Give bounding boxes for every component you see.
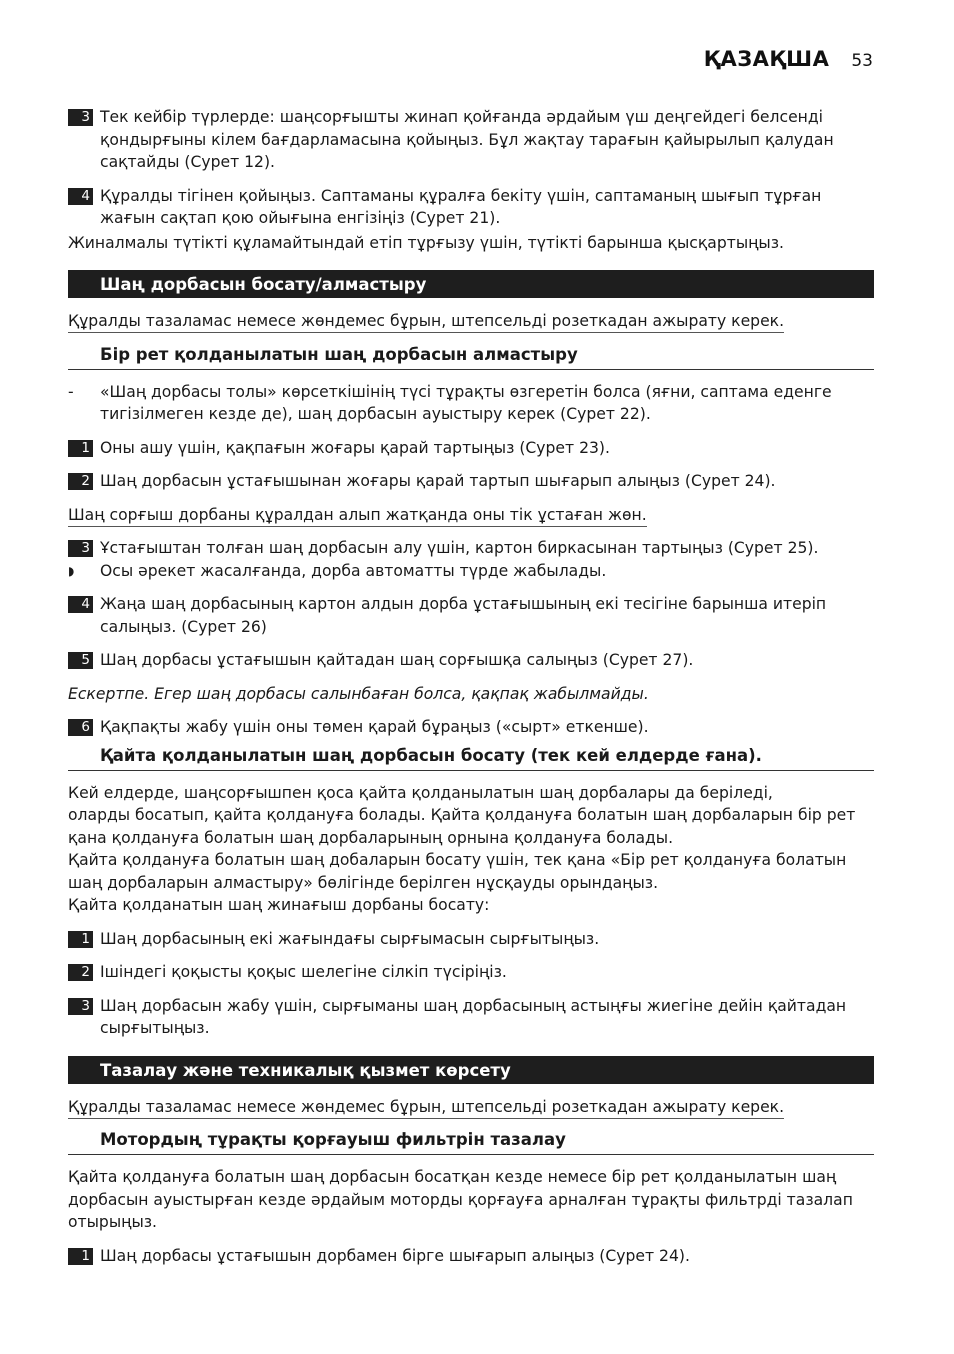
step-number: 1 <box>68 931 93 948</box>
step-number: 3 <box>68 998 93 1015</box>
step-text: Шаң дорбасының екі жағындағы сырғымасын сырғытыңыз. <box>100 929 600 948</box>
step-text: Шаң дорбасы ұстағышын дорбамен бірге шығарып алыңыз (Сурет 24). <box>100 1246 690 1265</box>
bullet-item <box>68 381 874 426</box>
step-number: 3 <box>68 540 93 557</box>
step-number: 3 <box>68 109 93 126</box>
warning-underlined: Құралды тазаламас немесе жөндемес бұрын, штепсельді розеткадан ажырату керек. <box>68 312 784 333</box>
warning-text <box>68 1096 874 1119</box>
step-text: Оны ашу үшін, қақпағын жоғары қарай тартыңыз (Сурет 23). <box>100 438 610 457</box>
step-number: 4 <box>68 596 93 613</box>
step-item <box>68 928 874 951</box>
paragraph: Қайта қолданатын шаң жинағыш дорбаны босату: <box>68 896 490 914</box>
document-body <box>68 106 874 1278</box>
warning-text <box>68 310 874 333</box>
step-text: Жаңа шаң дорбасының картон алдын дорба ұстағышының екі тесігіне барынша итеріп салыңыз. (Сурет 26) <box>100 595 827 636</box>
step-item <box>68 437 874 460</box>
step-text: Қақпақты жабу үшін оны төмен қарай бұраңыз («сырт» еткенше). <box>100 718 649 736</box>
bullet-text: «Шаң дорбасы толы» көрсеткішінің түсі тұрақты өзгеретін болса (яғни, саптама еденге тигізілмеген кезде де), шаң дорбасын ауыстыру керек (Сурет 22). <box>100 382 832 423</box>
step-number: 2 <box>68 964 93 981</box>
note-text: Ескертпе. Егер шаң дорбасы салынбаған болса, қақпақ жабылмайды. <box>68 684 649 703</box>
step-number: 4 <box>68 188 93 205</box>
subsection-heading: Қайта қолданылатын шаң дорбасын босату (тек кей елдерде ғана). <box>68 745 874 771</box>
step-text: Шаң дорбасы ұстағышын қайтадан шаң сорғышқа салыңыз (Сурет 27). <box>100 651 694 669</box>
section-heading: Тазалау және техникалық қызмет көрсету <box>68 1056 874 1084</box>
step-number: 6 <box>68 719 93 736</box>
result-arrow-icon: ◗ <box>68 563 75 578</box>
step-item <box>68 106 874 174</box>
paragraph: оларды босатып, қайта қолдануға болады. Қайта қолдануға болатын шаң дорбаларын бір рет қана қолдануға болатын шаң дорбаларының орнына қолдануға болады. <box>68 806 856 847</box>
step-item <box>68 593 874 638</box>
step-item <box>68 716 874 739</box>
language-label: ҚАЗАҚША <box>703 47 830 71</box>
step-item <box>68 1245 874 1268</box>
step-result <box>68 560 874 583</box>
warning-underlined: Шаң сорғыш дорбаны құралдан алып жатқанда оны тік ұстаған жөн. <box>68 506 647 527</box>
step-item <box>68 649 874 672</box>
step-number: 2 <box>68 473 93 490</box>
step-item <box>68 537 874 560</box>
page-number: 53 <box>851 51 873 71</box>
page-header <box>704 47 873 71</box>
step-text: Ішіндегі қоқысты қоқыс шелегіне сілкіп түсіріңіз. <box>100 963 507 981</box>
step-text: Тек кейбір түрлерде: шаңсорғышты жинап қойғанда әрдайым үш деңгейдегі белсенді қондырғыны кілем бағдарламасына қойыңыз. Бұл жақтау тарағын қайырылып қалудан сақтайды (Сурет 12). <box>100 108 834 171</box>
result-text: Осы әрекет жасалғанда, дорба автоматты түрде жабылады. <box>100 561 607 580</box>
step-text: Шаң дорбасын ұстағышынан жоғары қарай тартып шығарып алыңыз (Сурет 24). <box>100 472 776 490</box>
step-number: 5 <box>68 652 93 669</box>
paragraph: Кей елдерде, шаңсорғышпен қоса қайта қолданылатын шаң дорбалары да беріледі, <box>68 783 773 802</box>
step-text: Құралды тігінен қойыңыз. Саптаманы құралға бекіту үшін, саптаманың шығып тұрған жағын сақтап қою ойығына енгізіңіз (Сурет 21). <box>100 186 822 227</box>
step-item <box>68 995 874 1040</box>
step-item <box>68 185 874 230</box>
step-number: 1 <box>68 440 93 457</box>
warning-underlined: Құралды тазаламас немесе жөндемес бұрын, штепсельді розеткадан ажырату керек. <box>68 1098 784 1119</box>
step-number: 1 <box>68 1248 93 1265</box>
bullet-dash: - <box>68 382 74 401</box>
subsection-heading: Бір рет қолданылатын шаң дорбасын алмастыру <box>68 344 874 370</box>
step-text: Ұстағыштан толған шаң дорбасын алу үшін, картон биркасынан тартыңыз (Сурет 25). <box>100 539 819 557</box>
step-item <box>68 470 874 493</box>
paragraph: Қайта қолдануға болатын шаң добаларын босату үшін, тек қана «Бір рет қолдануға болатын шаң дорбаларын алмастыру» бөлігінде берілген нұсқауды орындаңыз. <box>68 851 847 892</box>
paragraph: Жиналмалы түтікті құламайтындай етіп тұрғызу үшін, түтікті барынша қысқартыңыз. <box>68 233 784 252</box>
subsection-heading: Мотордың тұрақты қорғауыш фильтрін тазалау <box>68 1129 874 1155</box>
section-heading: Шаң дорбасын босату/алмастыру <box>68 270 874 298</box>
step-text: Шаң дорбасын жабу үшін, сырғыманы шаң дорбасының астыңғы жиегіне дейін қайтадан сырғытыңыз. <box>100 996 847 1037</box>
warning-text <box>68 504 874 527</box>
step-item <box>68 961 874 984</box>
paragraph: Қайта қолдануға болатын шаң дорбасын босатқан кезде немесе бір рет қолданылатын шаң дорбасын ауыстырған кезде әрдайым моторды қорғауға арналған тұрақты фильтрді тазалап отырыңыз. <box>68 1168 853 1231</box>
